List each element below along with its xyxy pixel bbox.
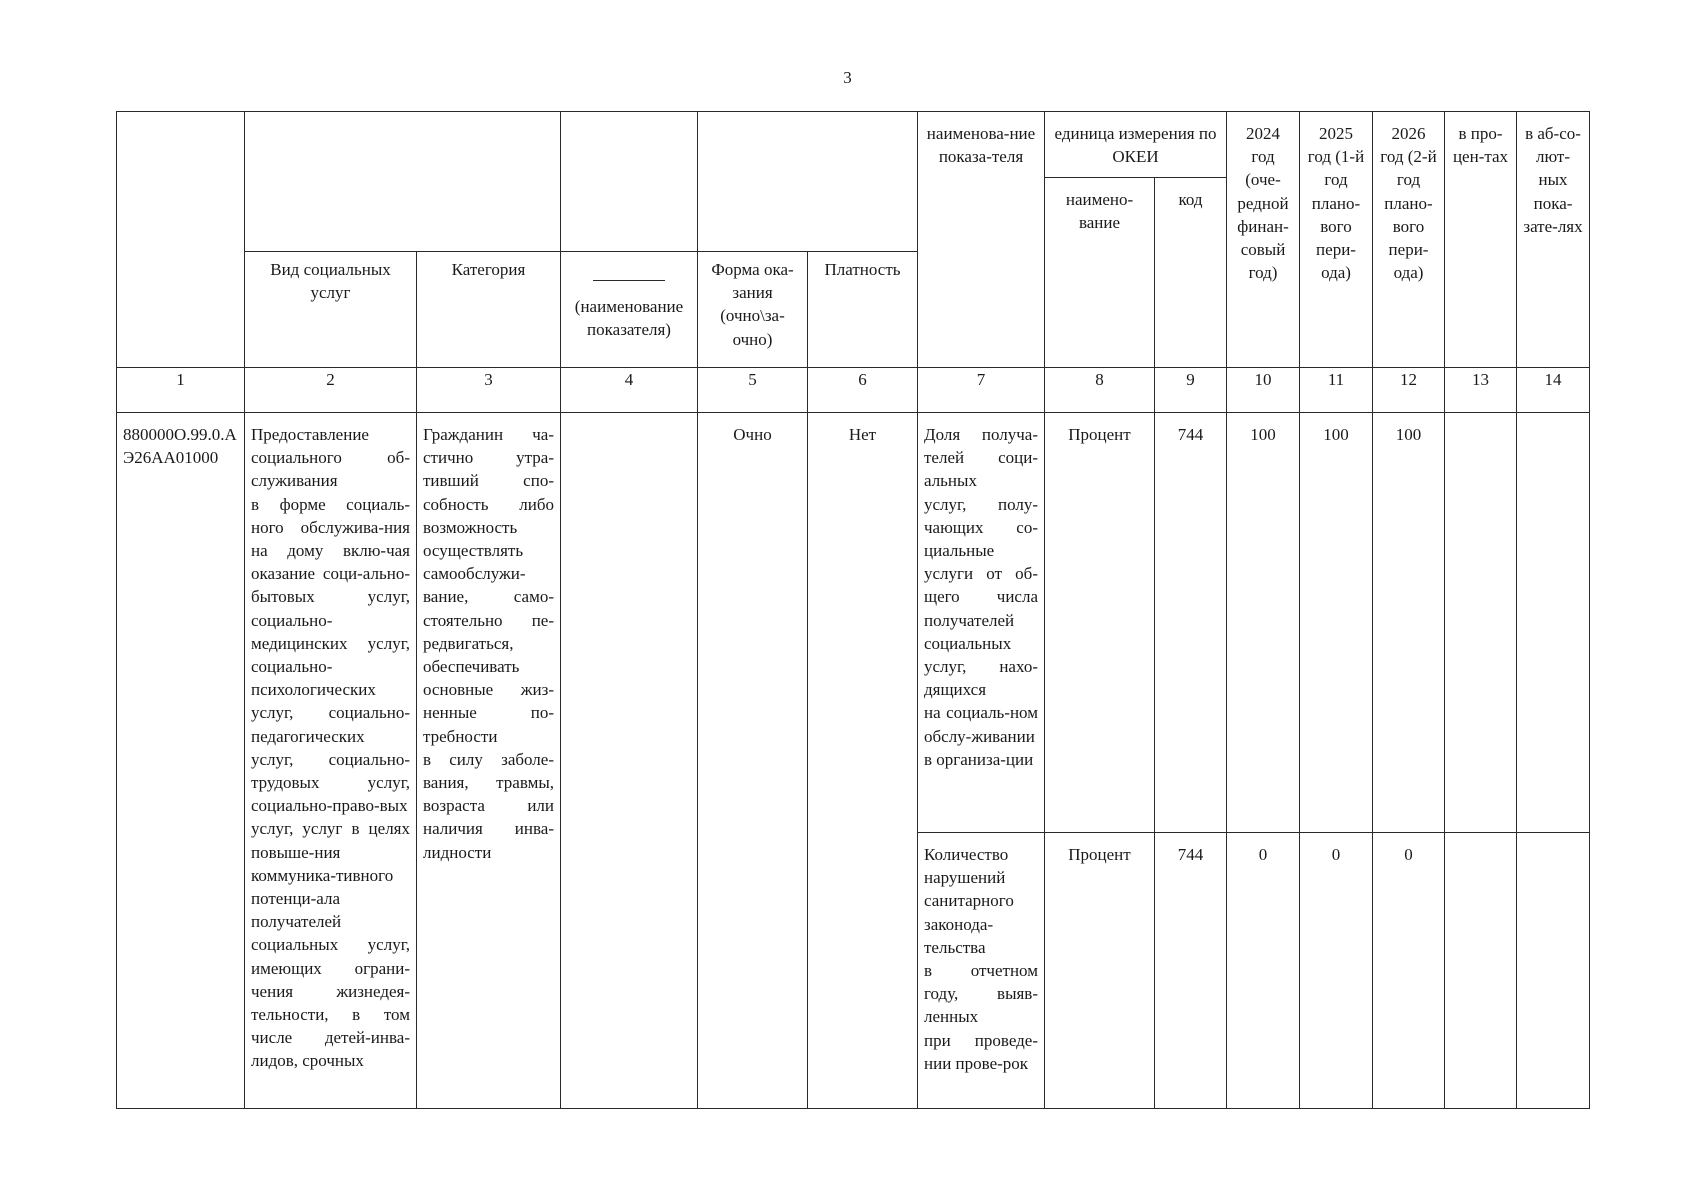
indicator-1-unit: Процент <box>1045 413 1155 833</box>
indicator-2-line: при проведе-нии прове-рок <box>924 1030 1038 1073</box>
indicator-1-line: Доля получа-телей соци-альных <box>924 425 1038 491</box>
header-year-2024: 2024 год (оче-редной финан-совый год) <box>1227 112 1300 368</box>
indicator-1-percent <box>1445 413 1517 833</box>
payment-value: Нет <box>808 413 918 1109</box>
indicator-2-code: 744 <box>1155 833 1227 1109</box>
header-payment: Платность <box>808 252 918 368</box>
header-blank-indicator-label: (наименование показателя) <box>574 297 684 340</box>
service-type-line: в форме социаль-ного обслужива-ния на дому вклю-чая оказание соци-ально-бытовых услуг, социально-медицинских услуг, социально-психологических услуг, социально-педагогических услуг, социально-трудовых услуг, социально-право-вых услуг, услуг в целях повыше-ния коммуника-тивного потенци-ала получателей социальных услуг, имеющих ограни-чения жизнедея-тельности, в том числе детей-инва-лидов, срочных <box>251 494 410 1071</box>
indicator-2-2024: 0 <box>1227 833 1300 1109</box>
indicator-2-2025: 0 <box>1300 833 1373 1109</box>
header-category: Категория <box>417 252 561 368</box>
header-service-type: Вид социальных услуг <box>245 252 417 368</box>
indicator-1-line: в организа-ции <box>924 749 1034 769</box>
blank-underline <box>593 272 665 281</box>
indicator-2-absolute <box>1517 833 1590 1109</box>
indicator-1-code: 744 <box>1155 413 1227 833</box>
header-blank-form-group <box>698 112 918 252</box>
registry-code: 880000О.99.0.АЭ26АА01000 <box>117 413 245 1109</box>
indicator-1-2025: 100 <box>1300 413 1373 833</box>
indicator-1-name <box>918 413 1045 833</box>
column-number-1: 1 <box>117 368 245 413</box>
header-blank-service-group <box>245 112 561 252</box>
indicator-2-percent <box>1445 833 1517 1109</box>
column-number-4: 4 <box>561 368 698 413</box>
column-number-13: 13 <box>1445 368 1517 413</box>
indicator-2-unit: Процент <box>1045 833 1155 1109</box>
header-unit-name: наимено-вание <box>1045 178 1155 368</box>
category-line: в силу заболе-вания, травмы, возраста или наличия инва-лидности <box>423 749 554 862</box>
indicator-1-line: на социаль-ном обслу-живании <box>924 703 1038 746</box>
indicator-2-name <box>918 833 1045 1109</box>
header-blank-col4 <box>561 112 698 252</box>
service-type-line: Предоставление социального об-служивания <box>251 425 410 491</box>
indicator-1-2026: 100 <box>1373 413 1445 833</box>
header-year-2025: 2025 год (1-й год плано-вого пери-ода) <box>1300 112 1373 368</box>
header-absolute: в аб-со-лют-ных пока-зате-лях <box>1517 112 1590 368</box>
page-number: 3 <box>843 68 852 87</box>
column-number-3: 3 <box>417 368 561 413</box>
indicator-2-line: Количество нарушений санитарного законода-тельства <box>924 845 1014 957</box>
column-number-6: 6 <box>808 368 918 413</box>
category-line: Гражданин ча-стично утра-тивший спо-собность либо возможность осуществлять самообслужи-вание, само-стоятельно пе-редвигаться, обеспечивать основные жиз-ненные по-требности <box>423 425 554 746</box>
header-unit-group: единица измерения по ОКЕИ <box>1045 112 1227 178</box>
header-blank-code <box>117 112 245 368</box>
column-number-10: 10 <box>1227 368 1300 413</box>
column-number-5: 5 <box>698 368 808 413</box>
column-number-9: 9 <box>1155 368 1227 413</box>
service-type-cell <box>245 413 417 1109</box>
header-percent: в про-цен-тах <box>1445 112 1517 368</box>
header-indicator-name: наименова-ние показа-теля <box>918 112 1045 368</box>
header-unit-code: код <box>1155 178 1227 368</box>
indicator-1-absolute <box>1517 413 1590 833</box>
header-blank-indicator <box>561 252 698 368</box>
header-year-2026: 2026 год (2-й год плано-вого пери-ода) <box>1373 112 1445 368</box>
indicator-2-2026: 0 <box>1373 833 1445 1109</box>
category-cell <box>417 413 561 1109</box>
indicator-1-2024: 100 <box>1227 413 1300 833</box>
form-value: Очно <box>698 413 808 1109</box>
column-number-12: 12 <box>1373 368 1445 413</box>
indicator-2-line: в отчетном году, выяв-ленных <box>924 961 1038 1027</box>
column-number-11: 11 <box>1300 368 1373 413</box>
column-number-2: 2 <box>245 368 417 413</box>
header-form: Форма ока-зания (очно\за-очно) <box>698 252 808 368</box>
indicator-1-line: услуг, полу-чающих со-циальные услуги от об-щего числа получателей социальных услуг, нахо-дящихся <box>924 494 1038 700</box>
column-number-7: 7 <box>918 368 1045 413</box>
blank-indicator-value <box>561 413 698 1109</box>
state-assignment-table <box>116 111 1590 1109</box>
column-number-14: 14 <box>1517 368 1590 413</box>
column-number-8: 8 <box>1045 368 1155 413</box>
